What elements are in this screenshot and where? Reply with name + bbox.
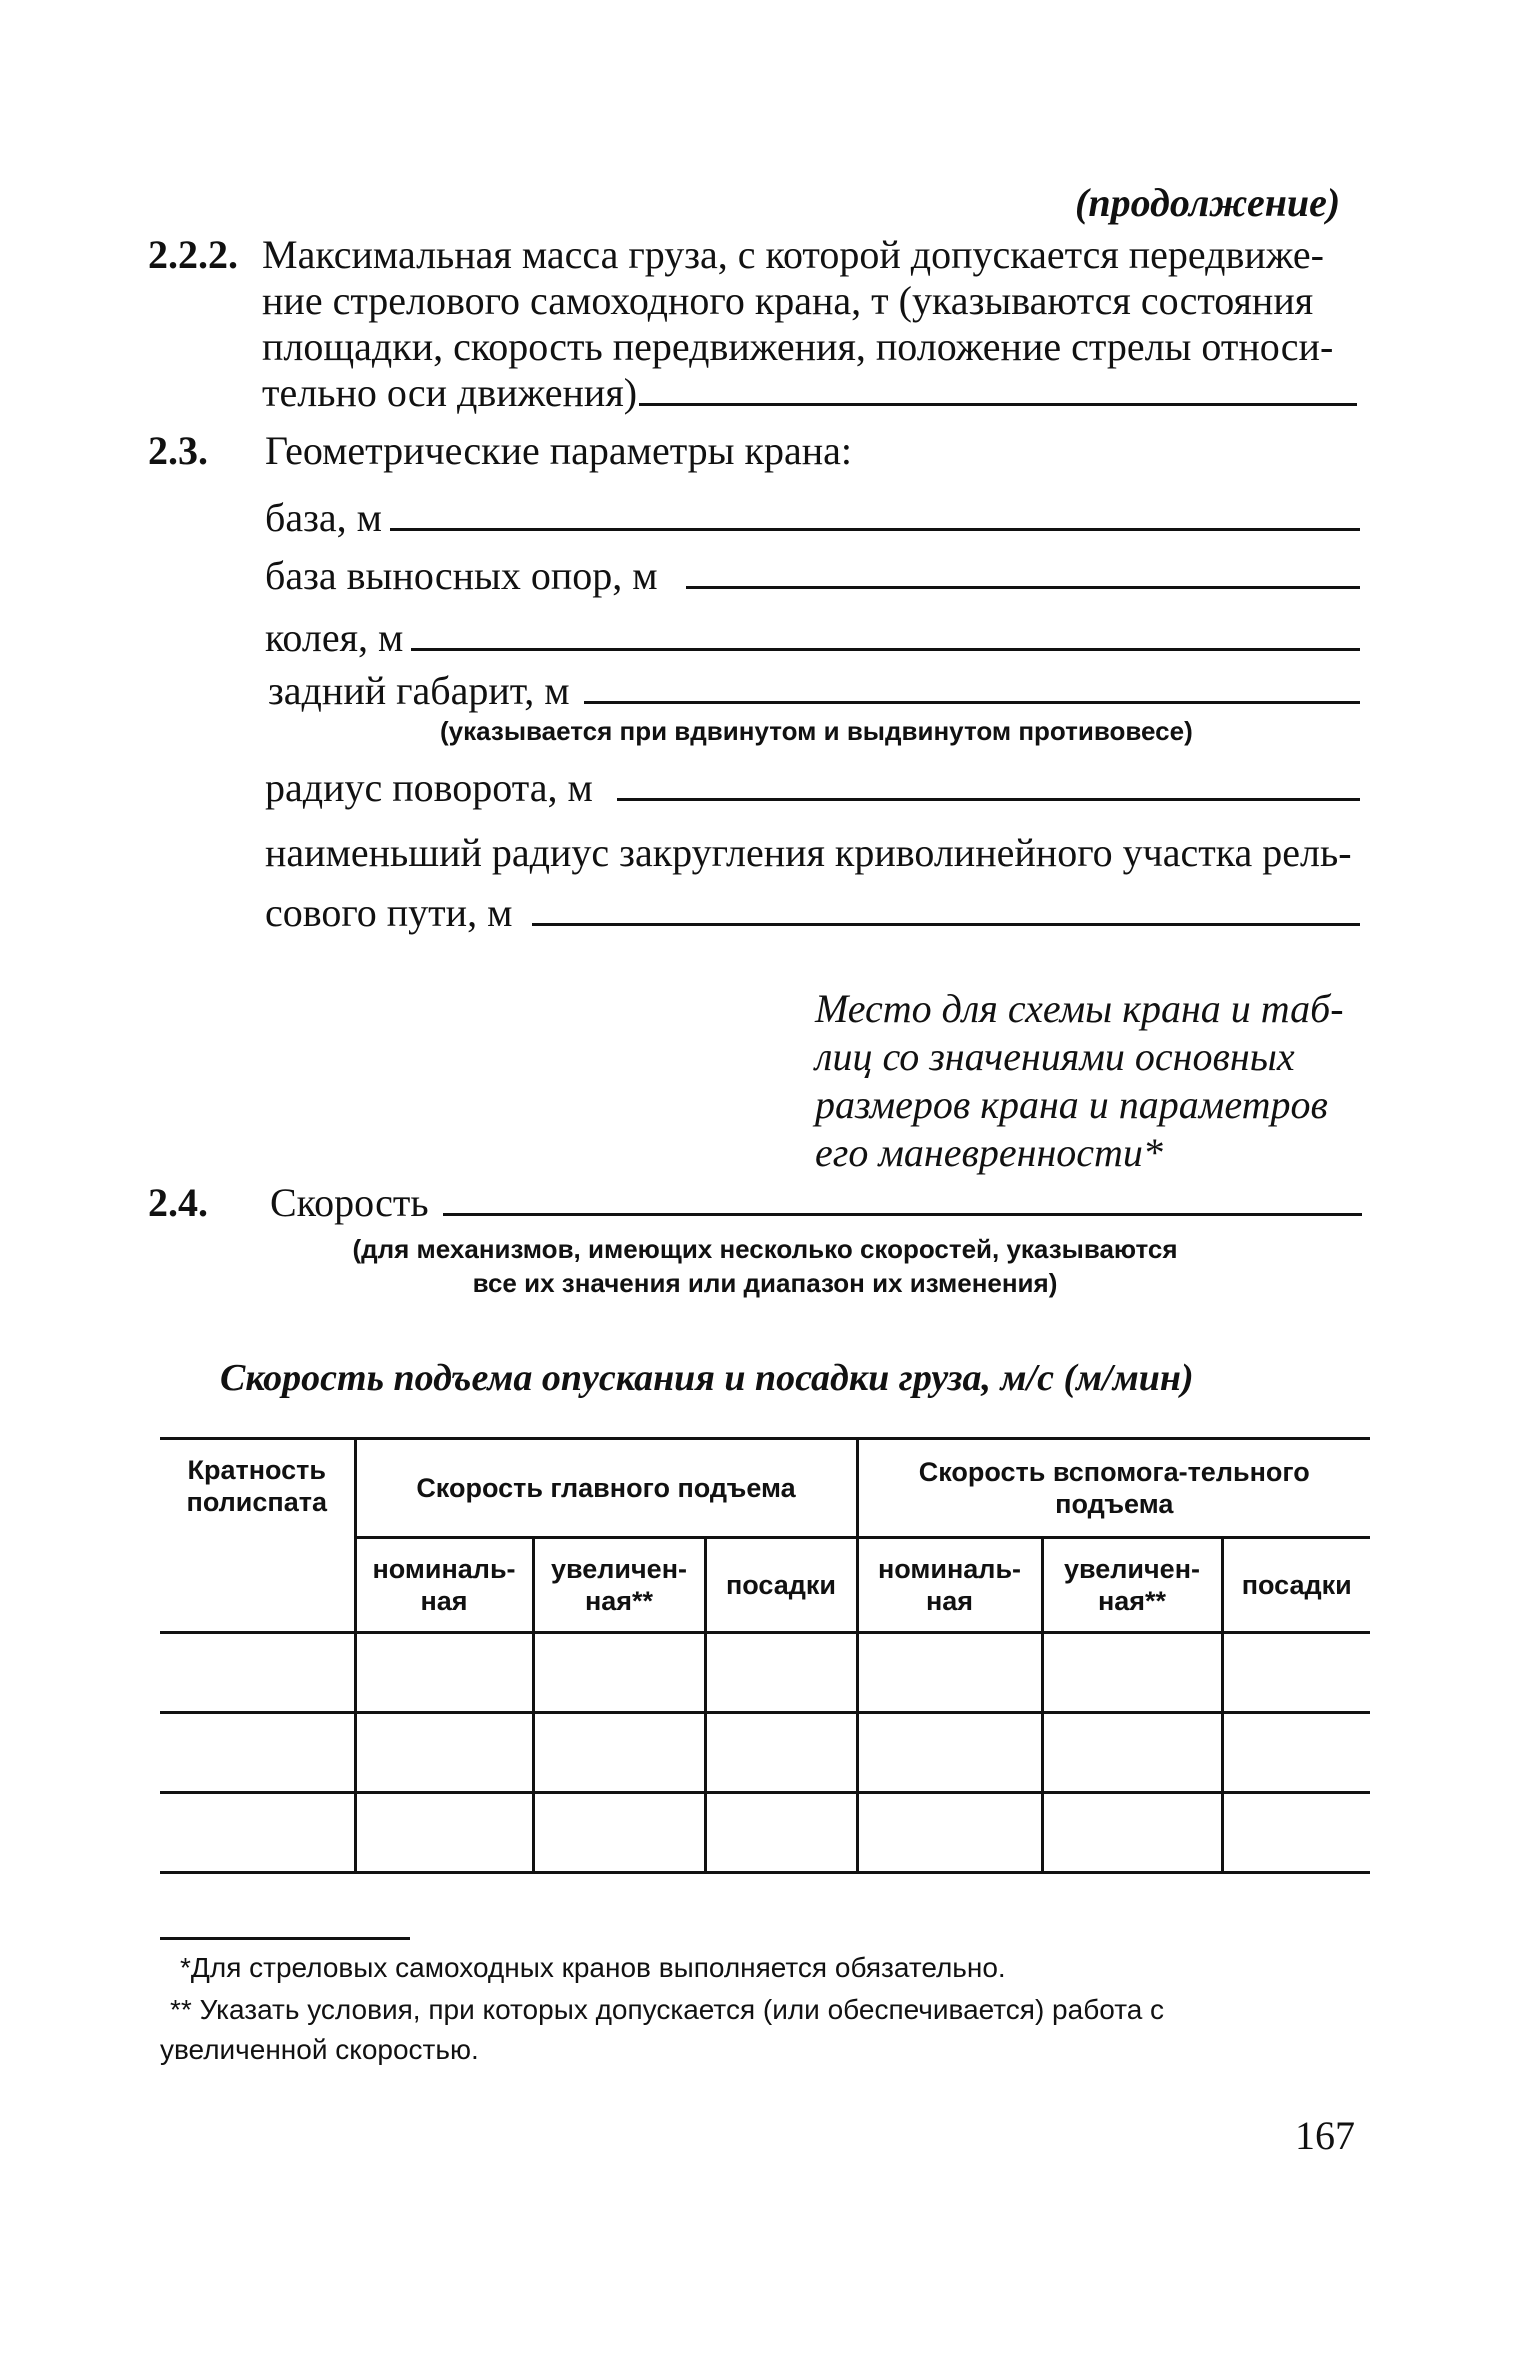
speeds-table xyxy=(160,1437,1370,1874)
field-track-label: колея, м xyxy=(265,615,404,660)
footnote-separator xyxy=(160,1937,410,1940)
table-cell[interactable] xyxy=(857,1713,1042,1793)
item-23-number: 2.3. xyxy=(148,428,208,473)
speed-note-line: все их значения или диапазон их изменения) xyxy=(472,1268,1058,1298)
field-turn-radius xyxy=(265,765,1360,811)
field-rear-clearance xyxy=(268,668,1360,714)
scheme-line: размеров крана и параметров xyxy=(815,1082,1328,1127)
fill-line xyxy=(390,528,1360,531)
rear-clearance-note: (указывается при вдвинутом и выдвинутом противовесе) xyxy=(440,716,1193,746)
item-222-last-line xyxy=(262,370,1357,416)
item-24-number: 2.4. xyxy=(148,1180,208,1225)
fill-line xyxy=(584,701,1360,704)
field-track xyxy=(265,615,1360,661)
fill-line xyxy=(532,923,1360,926)
header-multiplicity: Кратность полиспата xyxy=(160,1439,355,1633)
header-aux-increased: увеличен-ная** xyxy=(1042,1538,1222,1633)
speed-note-line: (для механизмов, имеющих несколько скоростей, указываются xyxy=(352,1234,1178,1264)
scheme-placeholder xyxy=(815,985,1375,1177)
page-number: 167 xyxy=(1295,2113,1355,2158)
table-cell[interactable] xyxy=(355,1793,533,1873)
table-caption: Скорость подъема опускания и посадки груза, м/с (м/мин) xyxy=(220,1357,1194,1399)
table-cell[interactable] xyxy=(1042,1633,1222,1713)
table-cell[interactable] xyxy=(160,1633,355,1713)
table-cell[interactable] xyxy=(1042,1713,1222,1793)
table-cell[interactable] xyxy=(705,1713,857,1793)
table-cell[interactable] xyxy=(533,1793,705,1873)
field-min-radius xyxy=(265,890,1360,936)
fill-line xyxy=(411,648,1360,651)
fill-line xyxy=(443,1213,1362,1216)
table-cell[interactable] xyxy=(857,1793,1042,1873)
table-cell[interactable] xyxy=(1222,1793,1370,1873)
header-main-increased: увеличен-ная** xyxy=(533,1538,705,1633)
footnote-1: *Для стреловых самоходных кранов выполняется обязательно. xyxy=(180,1952,1006,1983)
field-base xyxy=(265,495,1360,541)
field-rear-clearance-label: задний габарит, м xyxy=(268,668,570,713)
field-base-label: база, м xyxy=(265,495,382,540)
header-aux-nominal: номиналь-ная xyxy=(857,1538,1042,1633)
table-cell[interactable] xyxy=(533,1713,705,1793)
header-aux-lift: Скорость вспомога-тельного подъема xyxy=(857,1439,1370,1538)
item-23-title: Геометрические параметры крана: xyxy=(265,428,853,473)
field-turn-radius-label: радиус поворота, м xyxy=(265,765,593,810)
table-cell[interactable] xyxy=(1222,1713,1370,1793)
fill-line xyxy=(617,798,1360,801)
table-cell[interactable] xyxy=(355,1713,533,1793)
scheme-line: его маневренности* xyxy=(815,1130,1163,1175)
item-222-text xyxy=(262,232,1362,416)
table-row xyxy=(160,1793,1370,1873)
table-cell[interactable] xyxy=(857,1633,1042,1713)
field-outrigger-base xyxy=(265,553,1360,599)
item-222-line: Максимальная масса груза, с которой допускается передвиже- xyxy=(262,232,1324,277)
field-outrigger-base-label: база выносных опор, м xyxy=(265,553,658,598)
table-row xyxy=(160,1633,1370,1713)
item-24-title: Скорость xyxy=(270,1180,429,1225)
table-cell[interactable] xyxy=(160,1793,355,1873)
footnote-2-line: увеличенной скоростью. xyxy=(160,2034,479,2065)
header-main-nominal: номиналь-ная xyxy=(355,1538,533,1633)
header-aux-landing: посадки xyxy=(1222,1538,1370,1633)
table-cell[interactable] xyxy=(705,1633,857,1713)
fill-line xyxy=(639,403,1357,406)
item-222-line: тельно оси движения) xyxy=(262,370,638,415)
header-main-landing: посадки xyxy=(705,1538,857,1633)
field-speed xyxy=(270,1180,1362,1226)
fill-line xyxy=(686,586,1360,589)
speed-note xyxy=(290,1232,1240,1300)
item-222-line: площадки, скорость передвижения, положение стрелы относи- xyxy=(262,324,1334,369)
continuation-label: (продолжение) xyxy=(1075,180,1341,225)
scheme-line: лиц со значениями основных xyxy=(815,1034,1295,1079)
table-row xyxy=(160,1713,1370,1793)
table-cell[interactable] xyxy=(533,1633,705,1713)
table-cell[interactable] xyxy=(160,1713,355,1793)
item-222-line: ние стрелового самоходного крана, т (указываются состояния xyxy=(262,278,1314,323)
table-cell[interactable] xyxy=(1222,1633,1370,1713)
item-222-number: 2.2.2. xyxy=(148,232,238,277)
footnote-2 xyxy=(160,1990,1370,2070)
table-cell[interactable] xyxy=(705,1793,857,1873)
field-min-radius-label: наименьший радиус закругления криволинейного участка рель- xyxy=(265,830,1352,875)
field-min-radius-label-2: сового пути, м xyxy=(265,890,513,935)
table-cell[interactable] xyxy=(355,1633,533,1713)
header-main-lift: Скорость главного подъема xyxy=(355,1439,857,1538)
footnote-2-line: ** Указать условия, при которых допускается (или обеспечивается) работа с xyxy=(170,1994,1165,2025)
scheme-line: Место для схемы крана и таб- xyxy=(815,986,1344,1031)
table-cell[interactable] xyxy=(1042,1793,1222,1873)
